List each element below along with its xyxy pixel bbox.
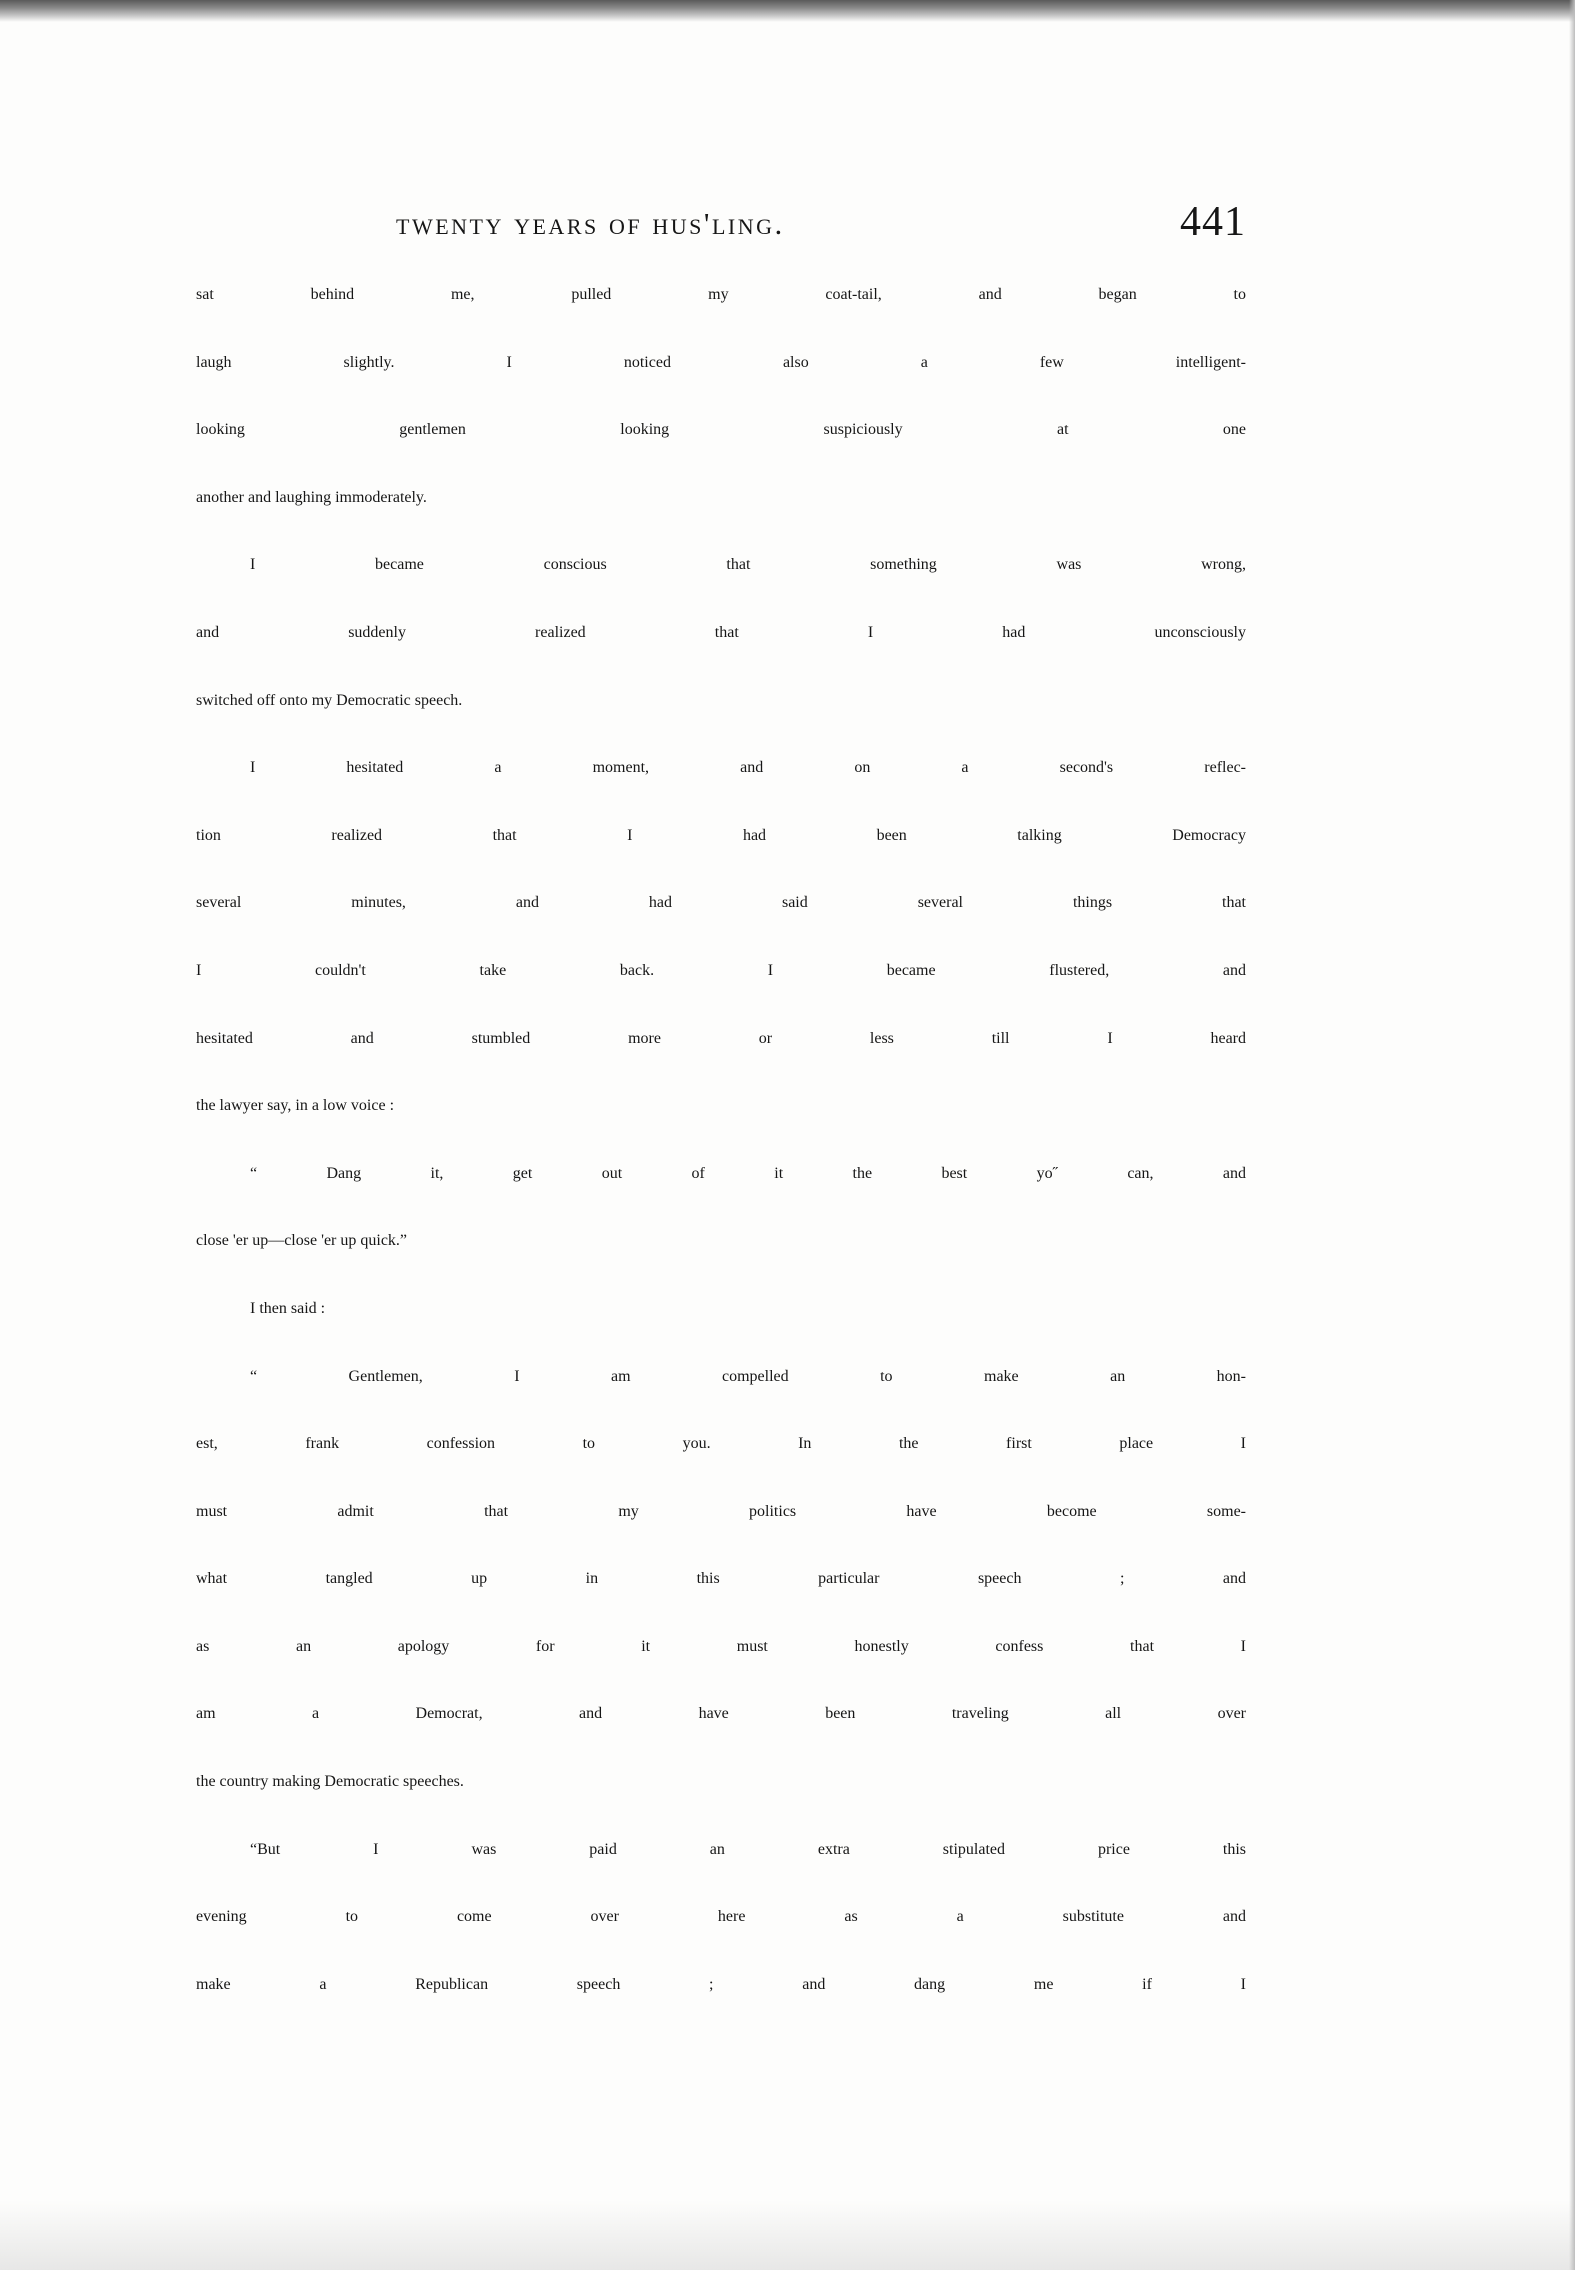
text-line: I became conscious that something was wrong,: [250, 556, 1246, 574]
scan-top-edge: [0, 0, 1575, 22]
running-title: twenty years of hus'ling.: [396, 206, 785, 241]
text-line: and suddenly realized that I had unconsciously: [196, 623, 1246, 641]
text-line: est, frank confession to you. In the first place I: [196, 1435, 1246, 1453]
text-line: laugh slightly. I noticed also a few intelligent-: [196, 353, 1246, 371]
text-line: tion realized that I had been talking Democracy: [196, 826, 1246, 844]
text-line: I couldn't take back. I became flustered, and: [196, 961, 1246, 979]
body-text: [196, 286, 1246, 2043]
text-line: evening to come over here as a substitute and: [196, 1908, 1246, 1926]
text-line: “But I was paid an extra stipulated price this: [250, 1840, 1246, 1858]
text-line: am a Democrat, and have been traveling all over: [196, 1705, 1246, 1723]
text-line: “ Gentlemen, I am compelled to make an hon-: [250, 1367, 1246, 1385]
text-line: another and laughing immoderately.: [196, 488, 427, 506]
scan-bottom-noise: [0, 2200, 1575, 2270]
text-line: sat behind me, pulled my coat-tail, and began to: [196, 286, 1246, 303]
page-header: [196, 198, 1246, 248]
text-line: the country making Democratic speeches.: [196, 1773, 464, 1791]
text-line: what tangled up in this particular speech ; and: [196, 1570, 1246, 1588]
text-line: several minutes, and had said several things that: [196, 894, 1246, 912]
page-number: 441: [1180, 199, 1246, 245]
text-line: must admit that my politics have become some-: [196, 1502, 1246, 1520]
text-line: close 'er up—close 'er up quick.”: [196, 1232, 408, 1250]
text-line: looking gentlemen looking suspiciously at one: [196, 421, 1246, 439]
text-line: I hesitated a moment, and on a second's reflec-: [250, 759, 1246, 777]
text-line: hesitated and stumbled more or less till I heard: [196, 1029, 1246, 1047]
text-line: the lawyer say, in a low voice :: [196, 1097, 395, 1115]
text-line: make a Republican speech ; and dang me if I: [196, 1975, 1246, 1993]
text-line: I then said :: [250, 1299, 326, 1317]
text-line: switched off onto my Democratic speech.: [196, 691, 463, 709]
text-line: as an apology for it must honestly confess that I: [196, 1637, 1246, 1655]
scan-right-edge: [1569, 0, 1575, 2270]
text-line: “ Dang it, get out of it the best yo˝ can, and: [250, 1164, 1246, 1182]
